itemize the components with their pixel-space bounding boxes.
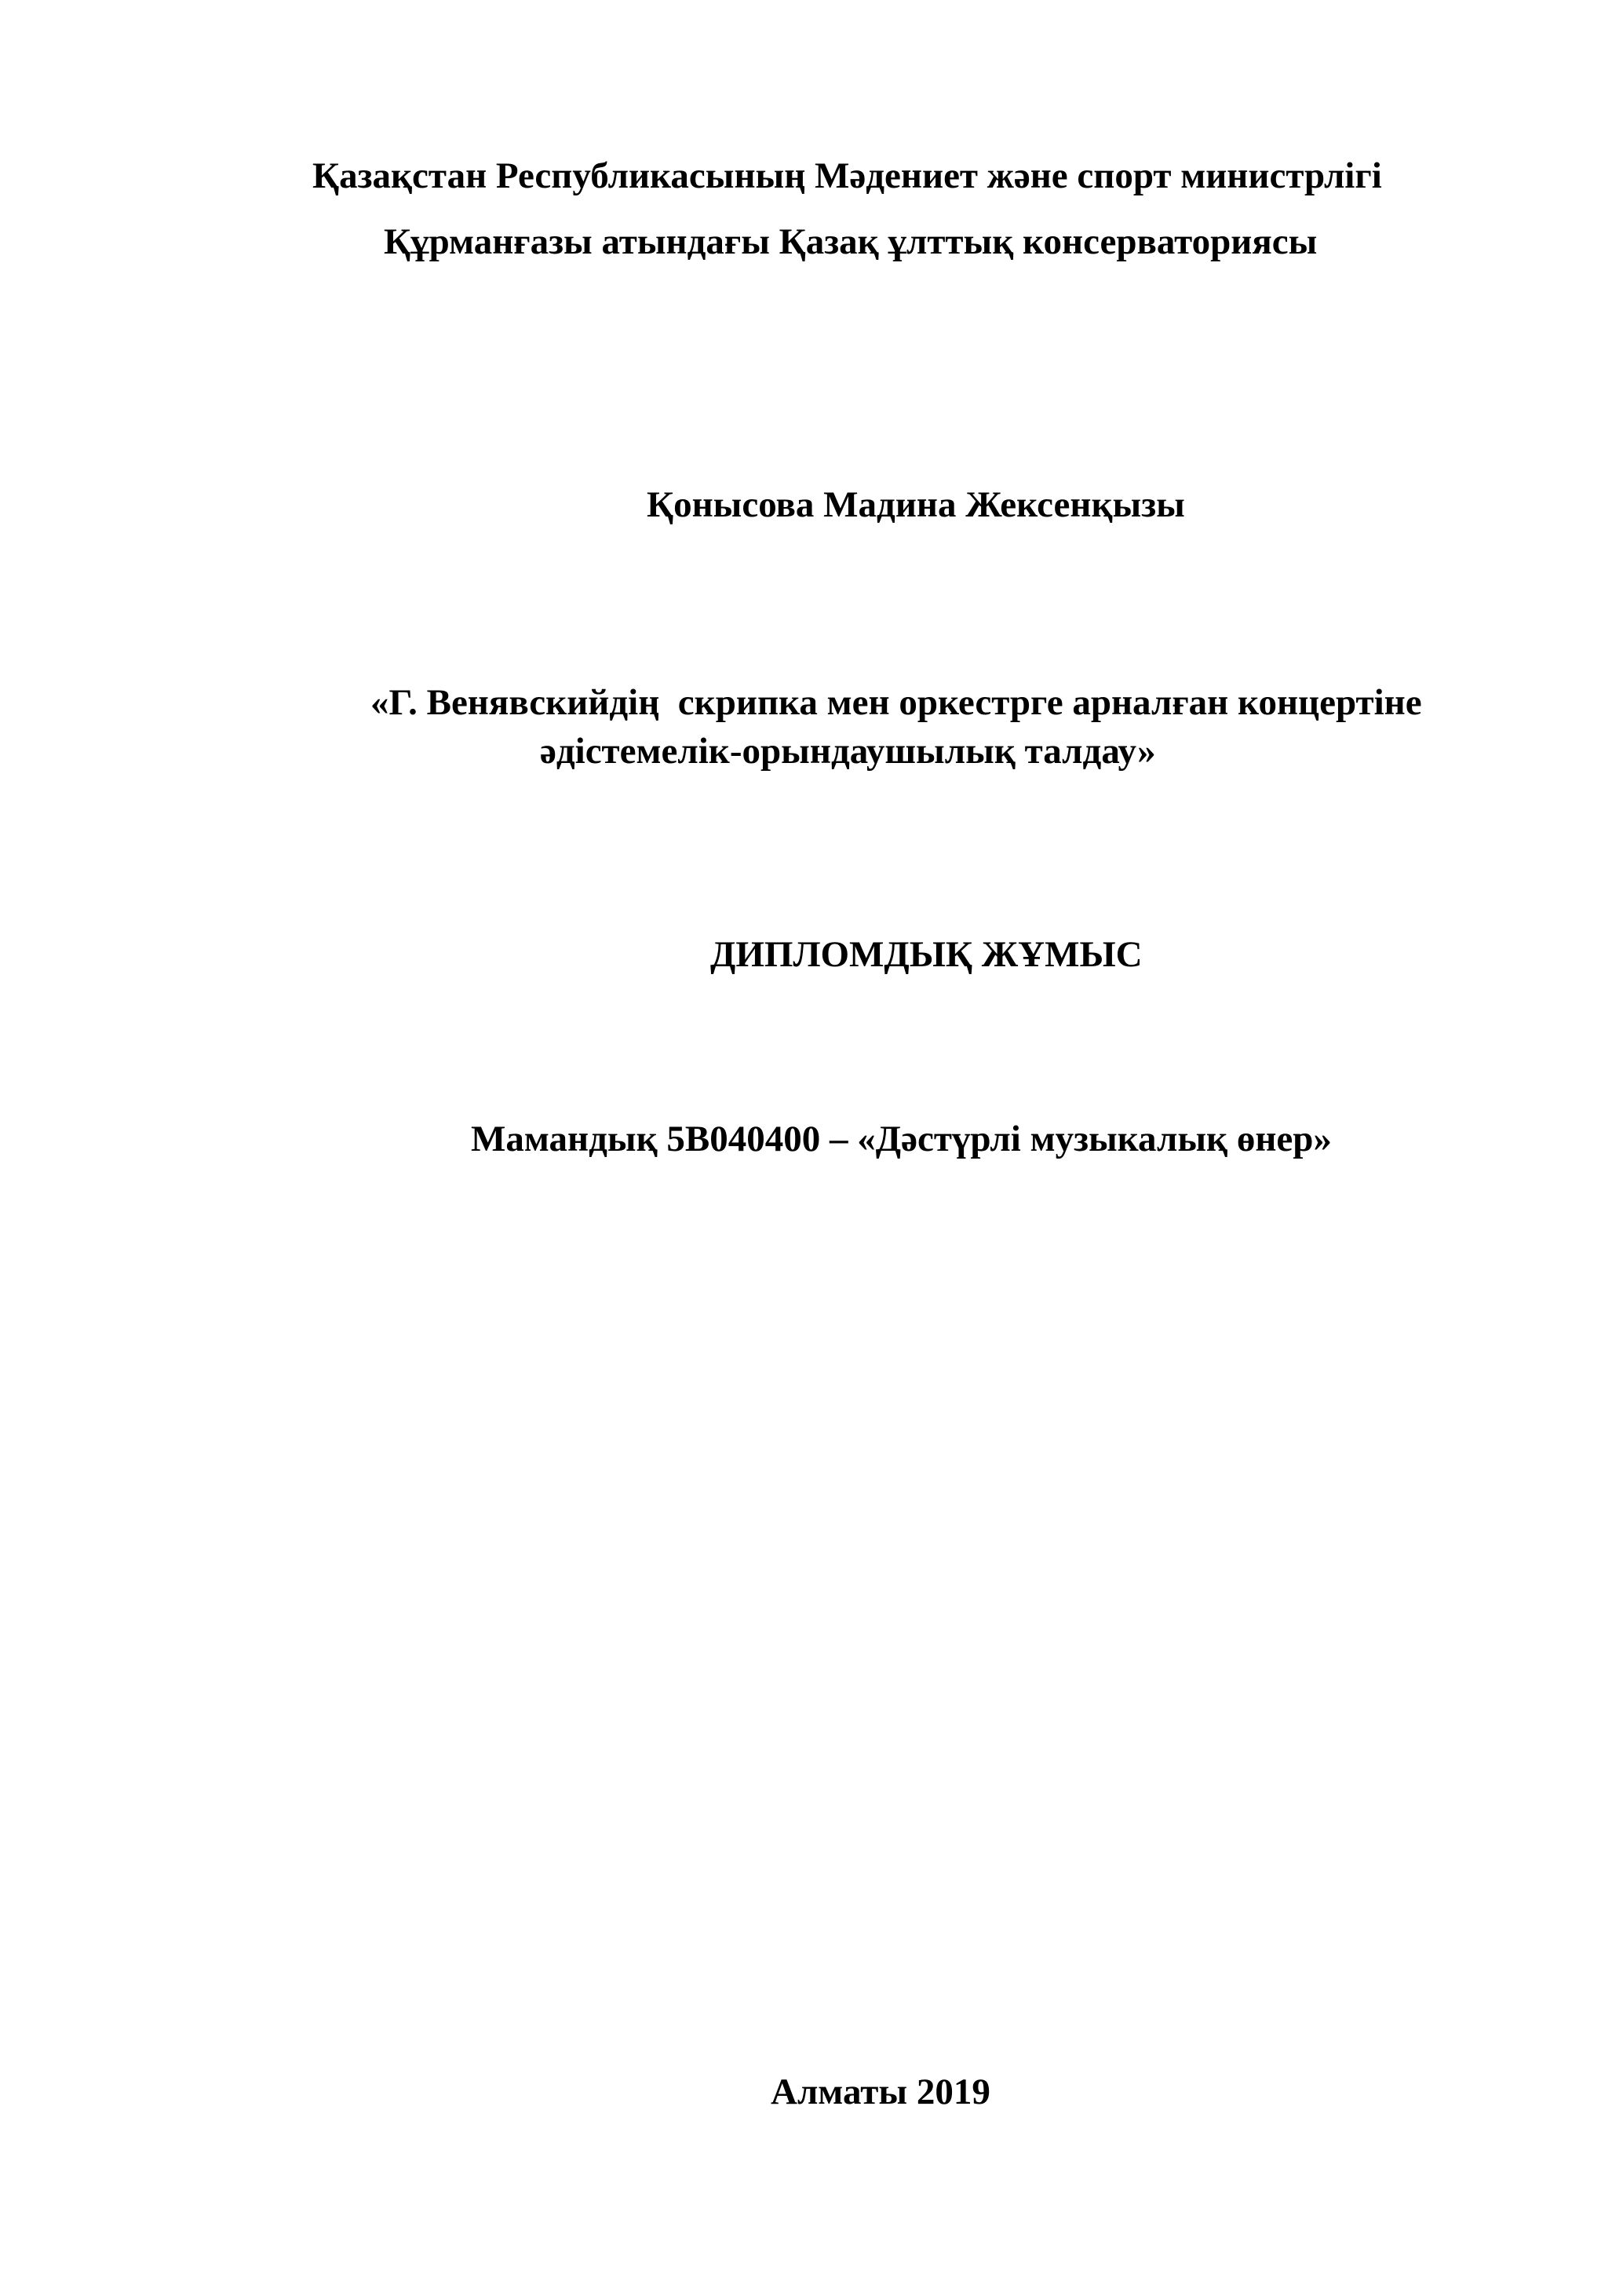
place-year: Алматы 2019 xyxy=(771,2072,990,2112)
author-name: Қонысова Мадина Жексенқызы xyxy=(647,484,1185,525)
specialty-line: Мамандық 5В040400 – «Дәстүрлі музыкалық өнер» xyxy=(471,1119,1332,1159)
institution-name: Құрманғазы атындағы Қазақ ұлттық консерваториясы xyxy=(384,221,1318,262)
work-type-heading: ДИПЛОМДЫҚ ЖҰМЫС xyxy=(710,934,1143,975)
ministry-name: Қазақстан Республикасының Мәдениет және спорт министрлігі xyxy=(312,155,1382,196)
thesis-title-line-2: әдістемелік-орындаушылық талдау» xyxy=(540,731,1156,772)
thesis-title-line-1: «Г. Венявскийдің скрипка мен оркестрге арналған концертіне xyxy=(370,682,1422,723)
